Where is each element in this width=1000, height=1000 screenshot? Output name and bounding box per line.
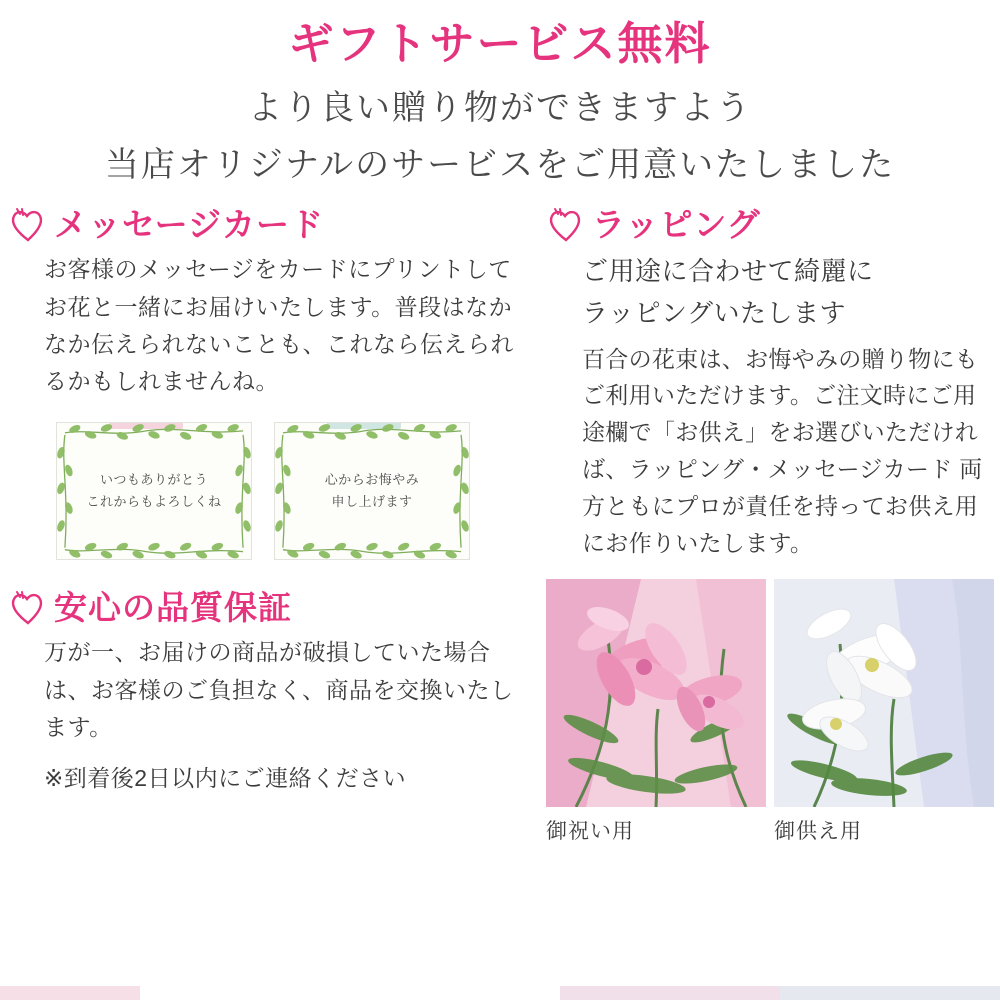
- page-title: ギフトサービス無料: [288, 18, 712, 69]
- page-subtitle-1: より良い贈り物ができますよう: [248, 88, 752, 127]
- message-card-heading-row: [8, 205, 538, 245]
- quality-heading-row: [8, 588, 538, 628]
- quality-note: ※到着後2日以内にご連絡ください: [44, 765, 407, 792]
- wrapping-heading: ラッピング: [592, 206, 761, 244]
- card-line-2: これからもよろしくね: [86, 494, 222, 510]
- strip-segment-white: [140, 986, 560, 1000]
- photo-block-celebration: [546, 579, 766, 845]
- card-sample-text: [57, 469, 251, 513]
- pink-lily-bouquet-photo: [546, 579, 766, 807]
- wrapping-lead-2: ラッピングいたします: [582, 297, 846, 328]
- heart-icon: [8, 588, 48, 628]
- photo-caption-celebration: 御祝い用: [546, 820, 634, 844]
- content-columns: [0, 205, 1000, 845]
- card-sample-text: [275, 469, 469, 513]
- quality-body: 万が一、お届けの商品が破損していた場合は、お客様のご負担なく、商品を交換いたします。: [44, 639, 514, 740]
- message-card-sample-1: [56, 422, 252, 560]
- strip-segment-rose: [560, 986, 780, 1000]
- heart-icon: [546, 205, 586, 245]
- strip-segment-lavender: [780, 986, 1000, 1000]
- quality-heading: 安心の品質保証: [54, 589, 292, 627]
- message-card-heading: メッセージカード: [54, 206, 325, 244]
- section-message-card: [8, 205, 538, 560]
- photo-caption-offering: 御供え用: [774, 820, 862, 844]
- wrapping-lead-1: ご用途に合わせて綺麗に: [582, 256, 874, 287]
- card-line-1: 心からお悔やみ: [324, 472, 420, 488]
- page-header: [0, 0, 1000, 185]
- section-quality-guarantee: [8, 588, 538, 793]
- wrapping-photos: [546, 579, 992, 845]
- message-card-sample-2: [274, 422, 470, 560]
- page-subtitle-2: 当店オリジナルのサービスをご用意いたしました: [104, 145, 896, 184]
- card-line-2: 申し上げます: [331, 494, 413, 510]
- bottom-color-strip: [0, 986, 1000, 1000]
- white-lily-bouquet-photo: [774, 579, 994, 807]
- heart-icon: [8, 205, 48, 245]
- wrapping-body: 百合の花束は、お悔やみの贈り物にもご利用いただけます。ご注文時にご用途欄で「お供え」をお選びいただければ、ラッピング・メッセージカード 両方ともにプロが責任を持ってお供え用にお作りいたします。: [582, 345, 983, 556]
- right-column: [538, 205, 992, 845]
- message-card-samples: [8, 422, 538, 560]
- wrapping-heading-row: [546, 205, 992, 245]
- white-bouquet-illustration: [774, 579, 994, 807]
- section-wrapping: [546, 205, 992, 845]
- card-line-1: いつもありがとう: [99, 472, 208, 488]
- photo-block-offering: [774, 579, 994, 845]
- left-column: [8, 205, 538, 845]
- message-card-body: お客様のメッセージをカードにプリントしてお花と一緒にお届けいたします。普段はなかなか伝えられないことも、これなら伝えられるかもしれませんね。: [44, 256, 514, 395]
- strip-segment-pink: [0, 986, 140, 1000]
- pink-bouquet-illustration: [546, 579, 766, 807]
